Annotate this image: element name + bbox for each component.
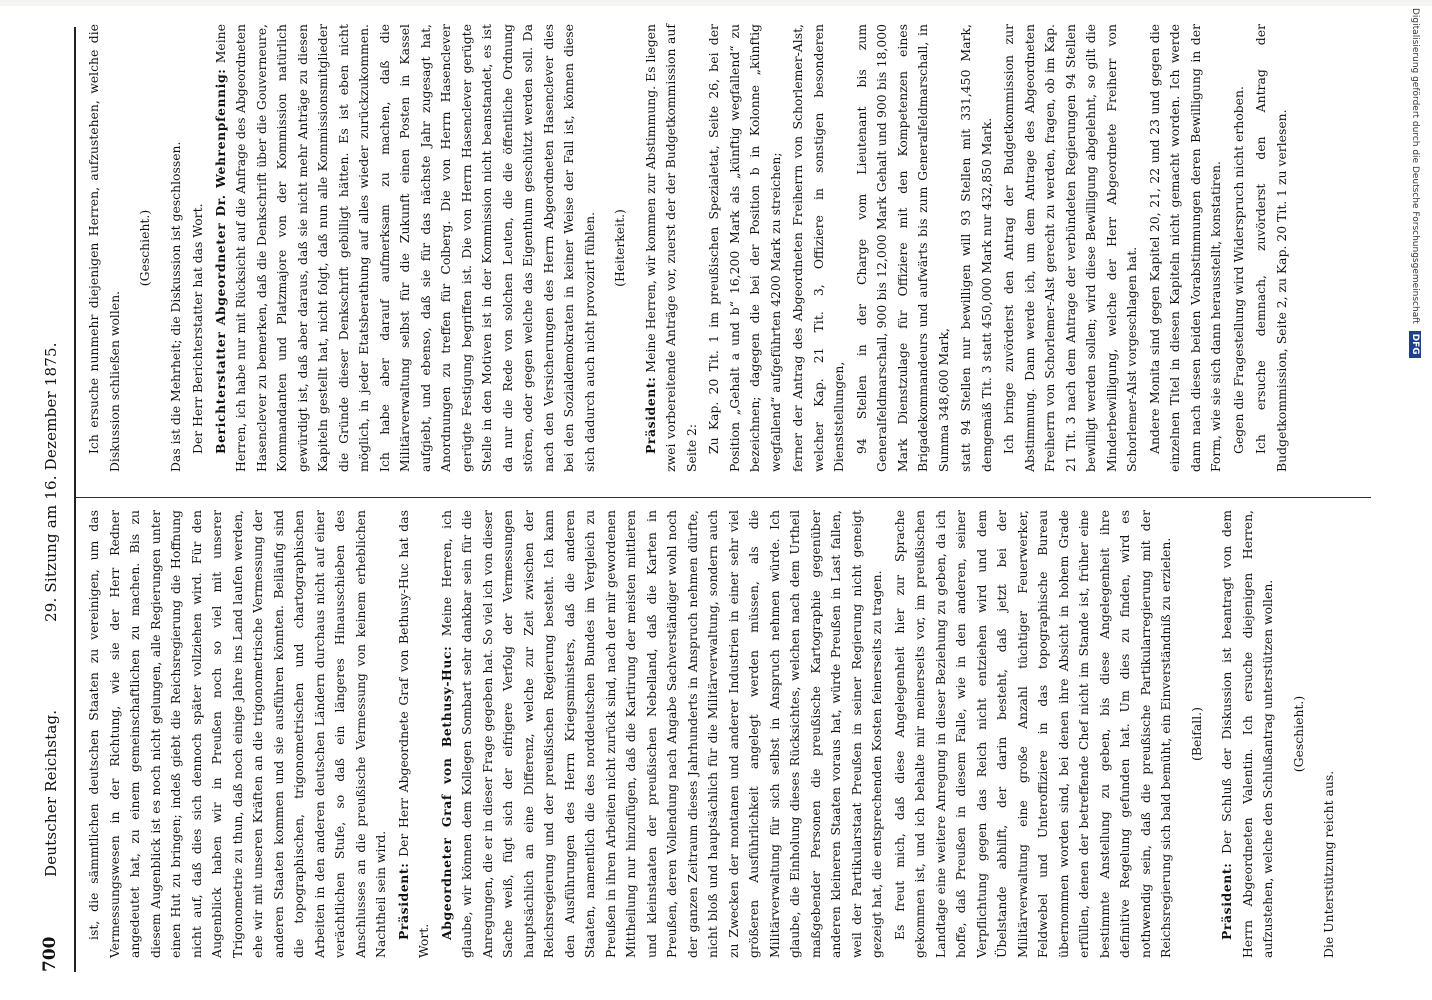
- paragraph-text: 94 Stellen in der Charge vom Lieutenant bis zum Generalfeldmarschall, 900 bis 12,000 Mark Gehalt und 900 bis 18,000 Mark Dienstzulage für Offiziere mit den Kompetenzen eines Brigadekommandeurs und aufwärts bis zum Generalfeldmarschall, in Summa 348,600 Mark,: [853, 24, 951, 472]
- right-column: [84, 24, 1294, 472]
- paragraph: [211, 24, 601, 472]
- paragraph: [84, 510, 392, 958]
- paragraph-text: Ich bringe zuvörderst den Antrag der Budgetkommission zur Abstimmung. Dann werde ich, um dem Antrage des Abgeordneten Freiherrn von Schorlemer-Alst gerecht zu werden, fragen, ob im Kap. 21 Tit. 3 nach dem Antrage der verbündeten Regierungen 94 Stellen bewilligt werden sollen; wird diese Bewilligung abgelehnt, so gilt die Minderbewilligung, welche der Herr Abgeordnete Freiherr von Schorlemer-Alst vorgeschlagen hat.: [1001, 24, 1139, 472]
- paragraph-text: Zu Kap. 20 Tit. 1 im preußischen Spezialetat, Seite 26, bei der Position „Gehalt a und b“ 16,200 Mark als „künftig wegfallend“ zu bezeichnen; dagegen die bei der Position b in Kolonne „künftig wegfallend“ aufgeführten 4200 Mark zu streichen;: [706, 24, 783, 472]
- dfg-logo: DFG: [1409, 331, 1421, 358]
- stage-direction: [135, 24, 156, 472]
- paragraph-text: Meine Herren, ich glaube, wir können dem Kollegen Sombart sehr dankbar sein für die Anregungen, die er in dieser Frage gegeben hat. So viel ich von dieser Sache weiß, fügt sich der eifrigere Verfolg der Vermessungen hauptsächlich an eine Differenz, welche zur Zeit zwischen der Reichsregierung und der preußischen Regierung besteht. Ich kann den Ausführungen des Herrn Kriegsministers, daß die anderen Staaten, namentlich die des norddeutschen Bundes im Vergleich zu Preußen in ihren Arbeiten nicht zurück sind, nach der mir gewordenen Mittheilung nur hinzufügen, daß die Kartirung der meisten mittleren und kleinstaaten der preußischen Nebelland, daß die Karten in Preußen, deren Vollendung nach Angabe Sachverständiger wohl noch der ganzen Zeitraum dieses Jahrhunderts in Anspruch nehmen dürfte, nicht bloß und hauptsächlich für die Militärverwaltung, sondern auch zu Zwecken der montanen und anderer Industrien in einer sehr viel größeren Ausführlichkeit angelegt werden müssen, als die Militärverwaltung für sich selbst in Anspruch nehmen würde. Ich glaube, die Einholung dieses Rücksichtes, welchen nach dem Urtheil maßgebender Personen die preußische Kartographie gegenüber anderen kleineren Staaten voraus hat, würde Preußen in Last fallen, weil der Partikularstaat Preußen in seiner Regierung nicht geneigt gezeigt hat, die entsprechenden Kosten feinerseits zu tragen.: [438, 510, 884, 958]
- paragraph: [84, 24, 125, 472]
- page-number: 700: [40, 936, 60, 972]
- session-title: 29. Sitzung am 16. Dezember 1875.: [42, 342, 60, 622]
- paragraph-text: Ich ersuche demnach, zuvörderst den Antrag der Budgetkommission, Seite 2, zu Kap. 20 Tit. 1 zu verlesen.: [1253, 24, 1289, 472]
- left-column: [84, 510, 1342, 958]
- publication-title: Deutscher Reichstag.: [42, 709, 60, 877]
- paragraph: [999, 24, 1143, 472]
- paragraph: [852, 24, 955, 472]
- paragraph: [394, 510, 435, 958]
- paragraph-text: Es freut mich, daß diese Angelegenheit hier zur Sprache gekommen ist, und ich behalte mir meinerseits vor, im preußischen Landtage eine weitere Anregung in dieser Beziehung zu geben, da ich hoffe, daß Preußen in diesem Falle, wie in den anderen, seiner Verpflichtung gegen das Reich nicht entziehen wird und dem Übelstande abhilft, der darin besteht, daß jetzt bei der Militärverwaltung eine große Anzahl tüchtiger Feuerwerker, Feldwebel und Unteroffiziere in das topographische Bureau übernommen worden sind, bei denen ihre Absicht in hohem Grade erfüllen, denen der betreffende Chef nicht im Stande ist, früher eine bestimmte Anstellung zu geben, bis diese Angelegenheit ihre definitive Regelung gefunden hat. Um dies zu finden, wird es nothwendig sein, daß die preußische Partikularregierung mit der Reichsregierung sich bald bemüht, ein Einverständniß zu erzielen.: [891, 510, 1173, 958]
- column-divider: [76, 497, 1371, 498]
- dfg-side-note: [1404, 8, 1428, 488]
- paragraph-text: Meine Herren, wir kommen zur Abstimmung. Es liegen zwei vorbereitende Anträge vor, zuerst der der Budgetkommission auf Seite 2:: [642, 24, 699, 472]
- paragraph-text: Ich ersuche nunmehr diejenigen Herren, aufzustehen, welche die Diskussion schließen wollen.: [86, 24, 122, 472]
- speaker-name: Präsident:: [395, 862, 411, 940]
- stage-direction: [1187, 510, 1208, 958]
- paragraph: [1229, 24, 1250, 472]
- paragraph-text: Meine Herren, ich habe nur mit Rücksicht auf die Anfrage des Abgeordneten Hasenclever zu bemerken, daß die Denkschrift über die Gouverneure, Kommandanten und Platzmajore von der Kommission natürlich gewürdigt ist, daß aber daraus, daß sie nicht mehr Anträge zu diesen Kapiteln gestellt hat, nicht folgt, daß nun alle Kommissionsmitglieder die Gründe dieser Denkschrift gebilligt hätten. Es ist eben nicht möglich, in jeder Etatsberathung auf alles wieder zurückzukommen. Ich habe aber darauf aufmerksam zu machen, daß die Militärverwaltung selbst für die Zukunft einen Posten in Kassel aufgiebt, und ebenso, daß sie für das nächste Jahr zugesagt hat, Anordnungen zu treffen für Colberg. Die von Herrn Hasenclever gerügte Festigung begriffen ist. Die von Herrn Hasenclever gerügte Stelle in den Motiven ist in der Kommission nicht beanstandet, es ist da nur die Rede von solchen Leuten, die die öffentliche Ordnung stören, oder gegen welche das Eigenthum geschützt werden soll. Da nach den Versicherungen des Herrn Abgeordneten Hasenclever dies bei den Sozialdemokraten in keiner Weise der Fall ist, können diese sich dadurch auch nicht provozirt fühlen.: [212, 24, 597, 472]
- paragraph: [1217, 510, 1279, 958]
- paragraph: [188, 24, 209, 472]
- paragraph-text: Andere Monita sind gegen Kapitel 20, 21, 22 und 23 und gegen die einzelnen Titel in diesen Kapiteln nicht gemacht worden. Ich werde dann nach diesen beiden Vorabstimmungen deren Bewilligung in der Form, wie sie sich dann herausstellt, konstatiren.: [1146, 24, 1223, 472]
- paragraph-text: (Beifall.): [1188, 707, 1204, 761]
- paragraph: [956, 24, 997, 472]
- page-header: [38, 27, 72, 972]
- stage-direction: [1289, 510, 1310, 958]
- paragraph-text: Der Schluß der Diskussion ist beantragt von dem Herrn Abgeordneten Valentin. Ich ersuche diejenigen Herren, aufzustehen, welche den Schlußantrag unterstützen wollen.: [1219, 510, 1275, 958]
- paragraph-text: (Heiterkeit.): [612, 209, 627, 287]
- stage-direction: [610, 24, 631, 472]
- paragraph-text: statt 94 Stellen nur bewilligen will 93 Stellen mit 331,450 Mark, demgemäß Tit. 3 statt 450,000 Mark nur 432,850 Mark.: [958, 24, 994, 472]
- paragraph: [704, 24, 786, 472]
- dfg-funding-note: [1396, 8, 1420, 488]
- paragraph-text: Der Herr Berichterstatter hat das Wort.: [190, 203, 205, 454]
- paragraph: [1319, 510, 1340, 958]
- paragraph: [788, 24, 850, 472]
- speaker-name: Präsident:: [1219, 862, 1234, 940]
- speaker-name: Abgeordneter Graf von Bethusy-Huc:: [438, 645, 454, 940]
- speaker-name: Präsident:: [642, 376, 658, 454]
- paragraph: [1145, 24, 1227, 472]
- paragraph-text: Das ist die Mehrheit; die Diskussion ist geschlossen.: [167, 141, 183, 472]
- paragraph-text: (Geschieht.): [1290, 695, 1306, 773]
- speaker-name: Berichterstatter Abgeordneter Dr. Wehrenpfennig:: [212, 68, 228, 454]
- header-rule: [74, 27, 76, 972]
- paragraph-text: ist, die sämmtlichen deutschen Staaten zu vereinigen, um das Vermessungswesen in der Richtung, wie sie der Herr Redner angedeutet hat, zu einem gemeinschaftlichen zu machen. Bis zu diesem Augenblick ist es noch nicht gelungen, alle Regierungen unter einen Hut zu bringen; indeß giebt die Reichsregierung die Hoffnung nicht auf, daß dies sich dennoch später vollziehen wird. Für den Augenblick haben wir in Preußen noch so viel mit unserer Trigonometrie zu thun, daß noch einige Jahre ins Land laufen werden, ehe wir mit unseren Kräften an die trigonometrische Vermessung der anderen Staaten kommen und sie ausführen könnten. Beiläufig sind die topographischen, trigonometrischen und chartographischen Arbeiten in den anderen deutschen Ländern durchaus nicht auf einer verächtlichen Stufe, so daß ein längeres Hinausschieben des Anschlusses an die preußische Vermessung von keinem erheblichen Nachtheil sein wird.: [86, 510, 388, 958]
- dfg-note-text: Digitalisierung gefördert durch die Deutsche Forschungsgemeinschaft: [1410, 8, 1420, 324]
- paragraph-text: Gegen die Fragestellung wird Widerspruch nicht erhoben.: [1230, 86, 1246, 454]
- paragraph-text: (Geschieht.): [137, 209, 152, 287]
- paragraph: [890, 510, 1177, 958]
- paragraph: [166, 24, 187, 472]
- paragraph: [1251, 24, 1292, 472]
- paragraph: [437, 510, 888, 958]
- paragraph: [641, 24, 703, 472]
- paragraph-text: Der Herr Abgeordnete Graf von Bethusy-Huc hat das Wort.: [395, 510, 431, 958]
- paragraph-text: Die Unterstützung reicht aus.: [1321, 770, 1336, 958]
- paragraph-text: ferner der Antrag des Abgeordneten Freiherrn von Schorlemer-Alst, welcher Kap. 21 Tit. 3, Offiziere in sonstigen besonderen Dienststellungen,: [790, 24, 846, 472]
